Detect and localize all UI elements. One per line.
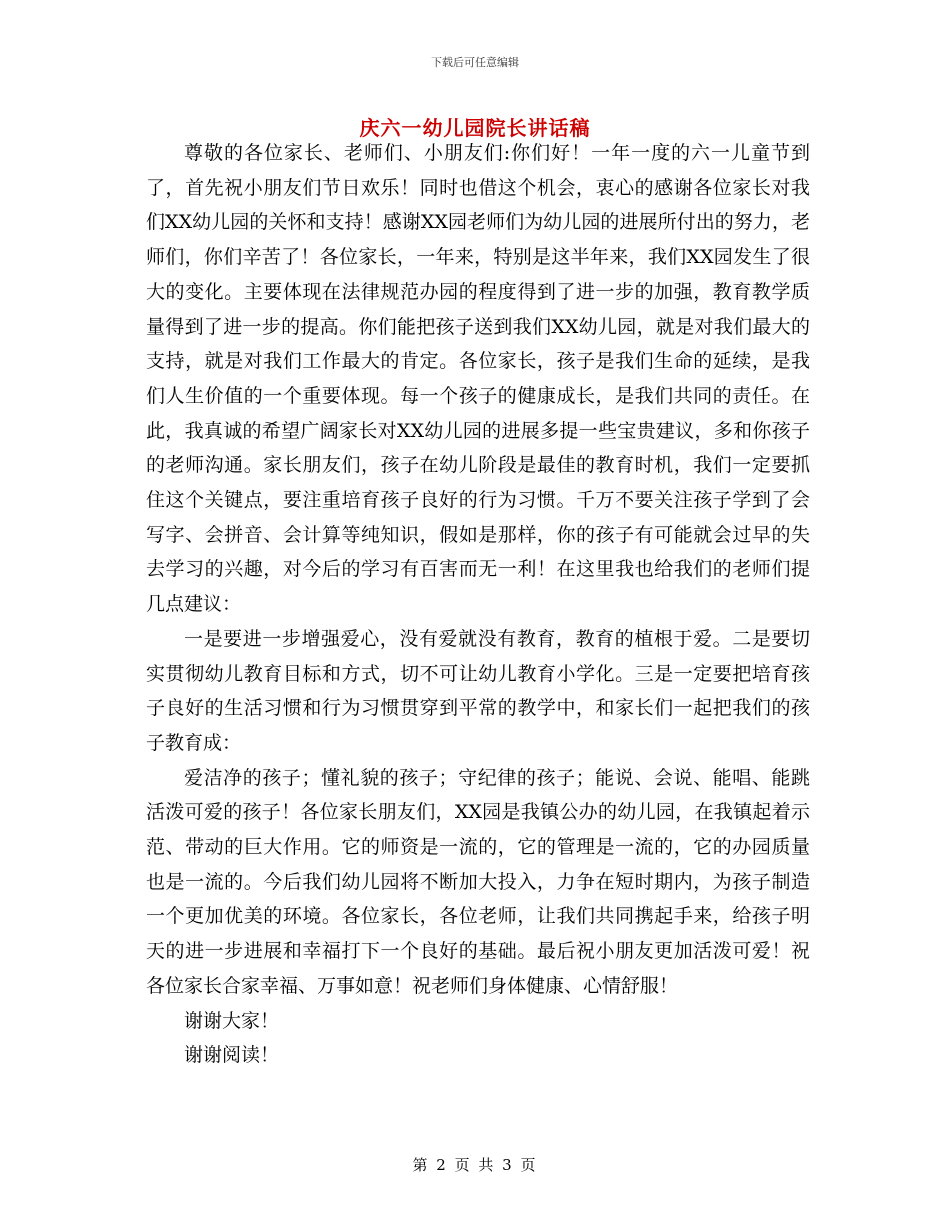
document-body — [146, 136, 810, 1073]
paragraph-1: 尊敬的各位家长、老师们、小朋友们:你们好！一年一度的六一儿童节到了，首先祝小朋友们节日欢乐！同时也借这个机会，衷心的感谢各位家长对我们XX幼儿园的关怀和支持！感谢XX园老师们为幼儿园的进展所付出的努力，老师们，你们辛苦了！各位家长，一年来，特别是这半年来，我们XX园发生了很大的变化。主要体现在法律规范办园的程度得到了进一步的加强，教育教学质量得到了进一步的提高。你们能把孩子送到我们XX幼儿园，就是对我们最大的支持，就是对我们工作最大的肯定。各位家长，孩子是我们生命的延续，是我们人生价值的一个重要体现。每一个孩子的健康成长，是我们共同的责任。在此，我真诚的希望广阔家长对XX幼儿园的进展多提一些宝贵建议，多和你孩子的老师沟通。家长朋友们，孩子在幼儿阶段是最佳的教育时机，我们一定要抓住这个关键点，要注重培育孩子良好的行为习惯。千万不要关注孩子学到了会写字、会拼音、会计算等纯知识，假如是那样，你的孩子有可能就会过早的失去学习的兴趣，对今后的学习有百害而无一利！在这里我也给我们的老师们提几点建议： — [146, 142, 810, 616]
closing-thanks: 谢谢大家！ — [184, 1009, 280, 1032]
closing-reading-thanks: 谢谢阅读！ — [184, 1044, 280, 1067]
paragraph-3: 爱洁净的孩子；懂礼貌的孩子；守纪律的孩子；能说、会说、能唱、能跳活泼可爱的孩子！各位家长朋友们，XX园是我镇公办的幼儿园，在我镇起着示范、带动的巨大作用。它的师资是一流的，它的管理是一流的，它的办园质量也是一流的。今后我们幼儿园将不断加大投入，力争在短时期内，为孩子制造一个更加优美的环境。各位家长，各位老师，让我们共同携起手来，给孩子明天的进一步进展和幸福打下一个良好的基础。最后祝小朋友更加活泼可爱！祝各位家长合家幸福、万事如意！祝老师们身体健康、心情舒服！ — [146, 766, 810, 997]
page-number: 第 2 页 共 3 页 — [412, 1156, 538, 1174]
header-note: 下载后可任意编辑 — [431, 56, 519, 69]
document-title: 庆六一幼儿园院长讲话稿 — [359, 116, 591, 140]
paragraph-2: 一是要进一步增强爱心，没有爱就没有教育，教育的植根于爱。二是要切实贯彻幼儿教育目标和方式，切不可让幼儿教育小学化。三是一定要把培育孩子良好的生活习惯和行为习惯贯穿到平常的教学中，和家长们一起把我们的孩子教育成： — [146, 627, 810, 754]
